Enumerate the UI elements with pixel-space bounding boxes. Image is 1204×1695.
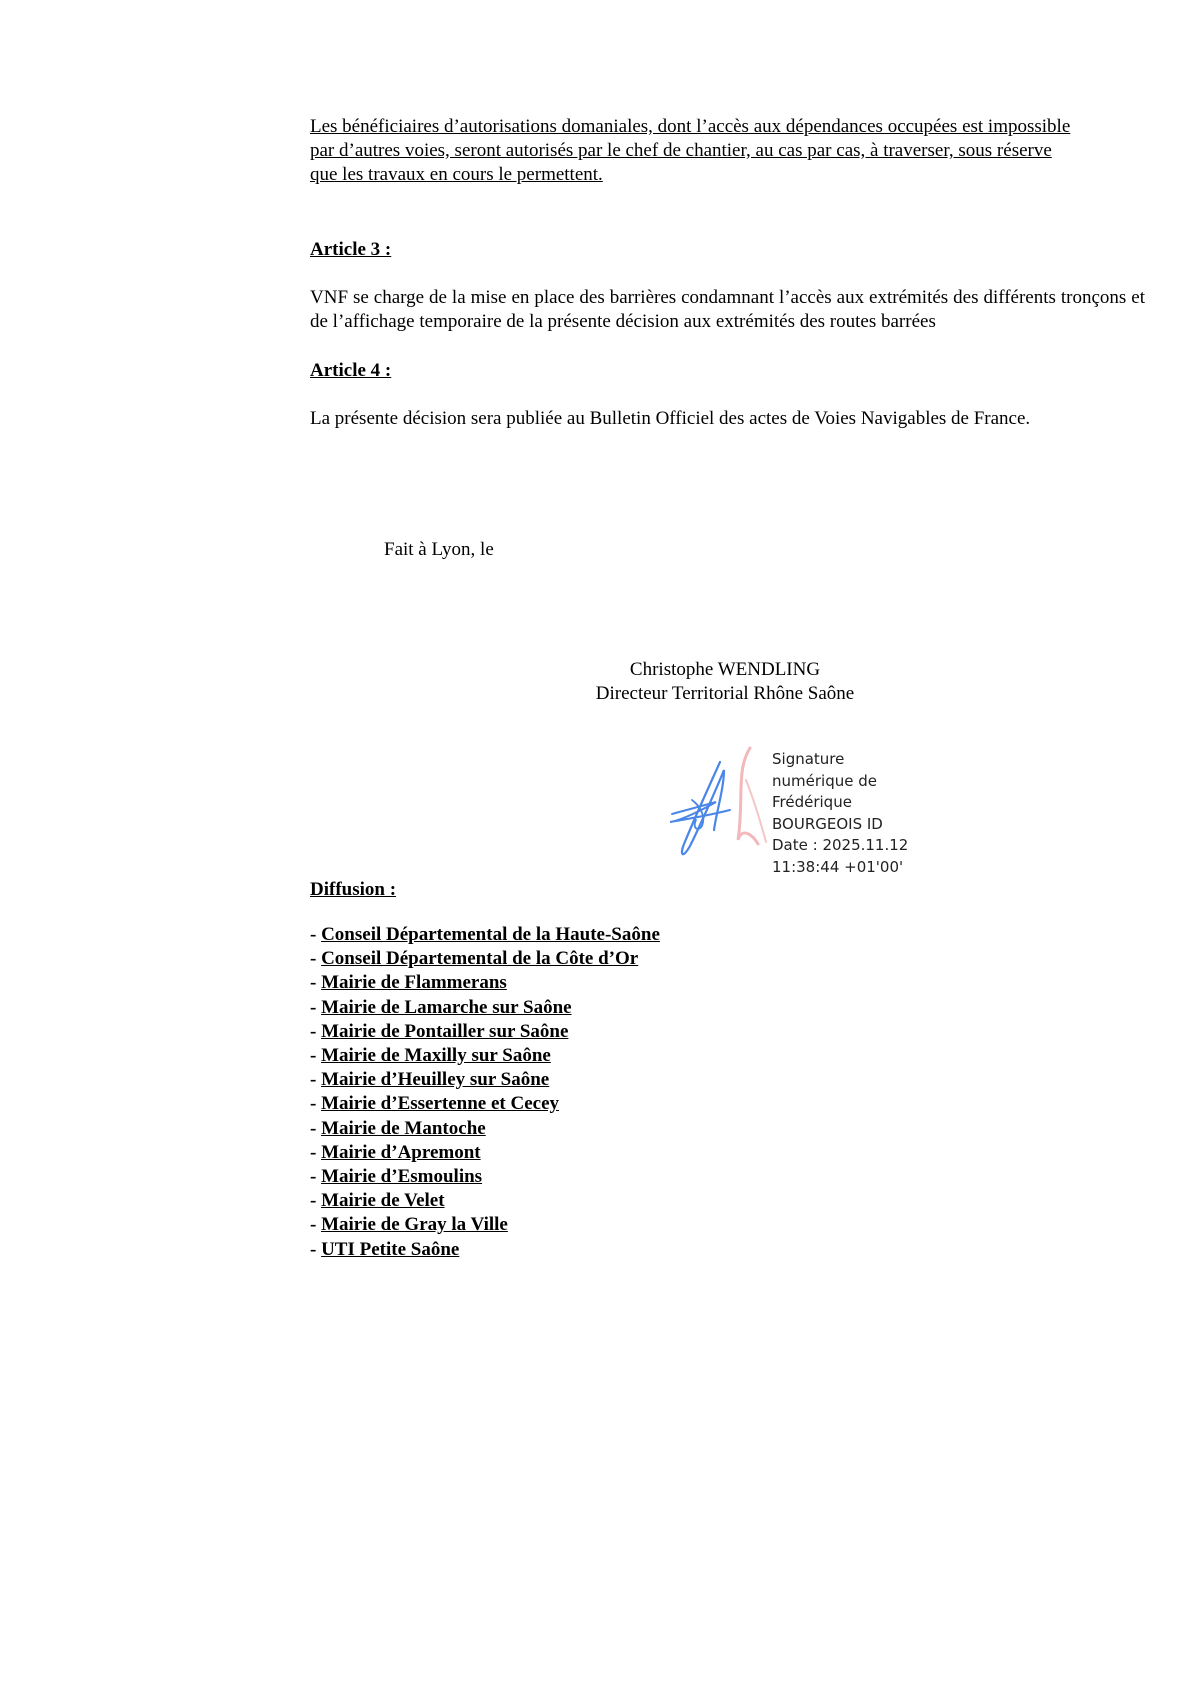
list-dash: - (310, 1069, 317, 1091)
signature-accent-stroke (738, 748, 758, 844)
recipient-name: Mairie d’Heuilley sur Saône (321, 1069, 550, 1091)
recipient-name: Mairie d’Essertenne et Cecey (321, 1093, 560, 1115)
list-item (310, 1020, 660, 1044)
list-item (310, 923, 660, 947)
list-dash: - (310, 948, 317, 970)
signature-line: Frédérique (772, 793, 852, 811)
list-dash: - (310, 1166, 317, 1188)
recipient-name: Mairie de Velet (321, 1190, 445, 1212)
list-dash: - (310, 972, 317, 994)
list-dash: - (310, 1214, 317, 1236)
diffusion-list (310, 923, 660, 1262)
list-dash: - (310, 1238, 317, 1260)
recipient-name: UTI Petite Saône (321, 1238, 460, 1260)
list-dash: - (310, 1093, 317, 1115)
list-item (310, 1213, 660, 1237)
recipient-name: Mairie de Pontailler sur Saône (321, 1020, 569, 1042)
place-date-line: Fait à Lyon, le (384, 539, 494, 560)
list-dash: - (310, 1190, 317, 1212)
diffusion-heading: Diffusion : (310, 879, 397, 900)
list-item (310, 947, 660, 971)
list-item (310, 1165, 660, 1189)
recipient-name: Mairie d’Esmoulins (321, 1166, 483, 1188)
article-3-text: VNF se charge de la mise en place des barrières condamnant l’accès aux extrémités des différents tronçons et de l’affichage temporaire de la présente décision aux extrémités des routes barrées (310, 287, 1145, 332)
signature-line: Signature (772, 750, 845, 768)
list-item (310, 1092, 660, 1116)
handwritten-signature-icon (662, 740, 772, 870)
list-item (310, 1189, 660, 1213)
intro-line: par d’autres voies, seront autorisés par le chef de chantier, au cas par cas, à traverser, sous réserve (310, 140, 1052, 161)
signature-line: numérique de (772, 771, 877, 790)
list-item (310, 1044, 660, 1068)
list-item (310, 1238, 660, 1262)
list-dash: - (310, 924, 317, 945)
intro-paragraph (310, 115, 1145, 187)
list-dash: - (310, 1020, 317, 1042)
signature-line: Date : 2025.11.12 (772, 836, 909, 854)
article-4-heading: Article 4 : (310, 360, 392, 381)
digital-signature-text (772, 749, 908, 878)
recipient-name: Mairie de Mantoche (321, 1117, 486, 1139)
recipient-name: Mairie d’Apremont (321, 1141, 481, 1163)
recipient-name: Mairie de Flammerans (321, 972, 507, 994)
recipient-name: Conseil Départemental de la Côte d’Or (321, 948, 639, 970)
list-dash: - (310, 1117, 317, 1139)
article-4-text: La présente décision sera publiée au Bulletin Officiel des actes de Voies Navigables de France. (310, 408, 1031, 429)
list-item (310, 996, 660, 1020)
signature-line: 11:38:44 +01'00' (772, 857, 904, 876)
recipient-name: Mairie de Gray la Ville (321, 1214, 508, 1236)
list-dash: - (310, 996, 317, 1018)
list-item (310, 971, 660, 995)
signature-line: BOURGEOIS ID (772, 814, 883, 833)
list-item (310, 1117, 660, 1141)
article-3-heading: Article 3 : (310, 239, 392, 260)
list-dash: - (310, 1045, 317, 1067)
list-item (310, 1141, 660, 1165)
list-item (310, 1068, 660, 1092)
signatory-title: Directeur Territorial Rhône Saône (595, 683, 855, 704)
recipient-name: Mairie de Maxilly sur Saône (321, 1045, 551, 1067)
signatory-name: Christophe WENDLING (629, 659, 821, 680)
recipient-name: Mairie de Lamarche sur Saône (321, 996, 572, 1018)
intro-line: Les bénéficiaires d’autorisations domaniales, dont l’accès aux dépendances occupées est impossible (310, 116, 1071, 137)
recipient-name: Conseil Départemental de la Haute-Saône (321, 924, 660, 945)
digital-signature-block (662, 740, 922, 880)
list-dash: - (310, 1141, 317, 1163)
intro-line: que les travaux en cours le permettent. (310, 164, 603, 185)
